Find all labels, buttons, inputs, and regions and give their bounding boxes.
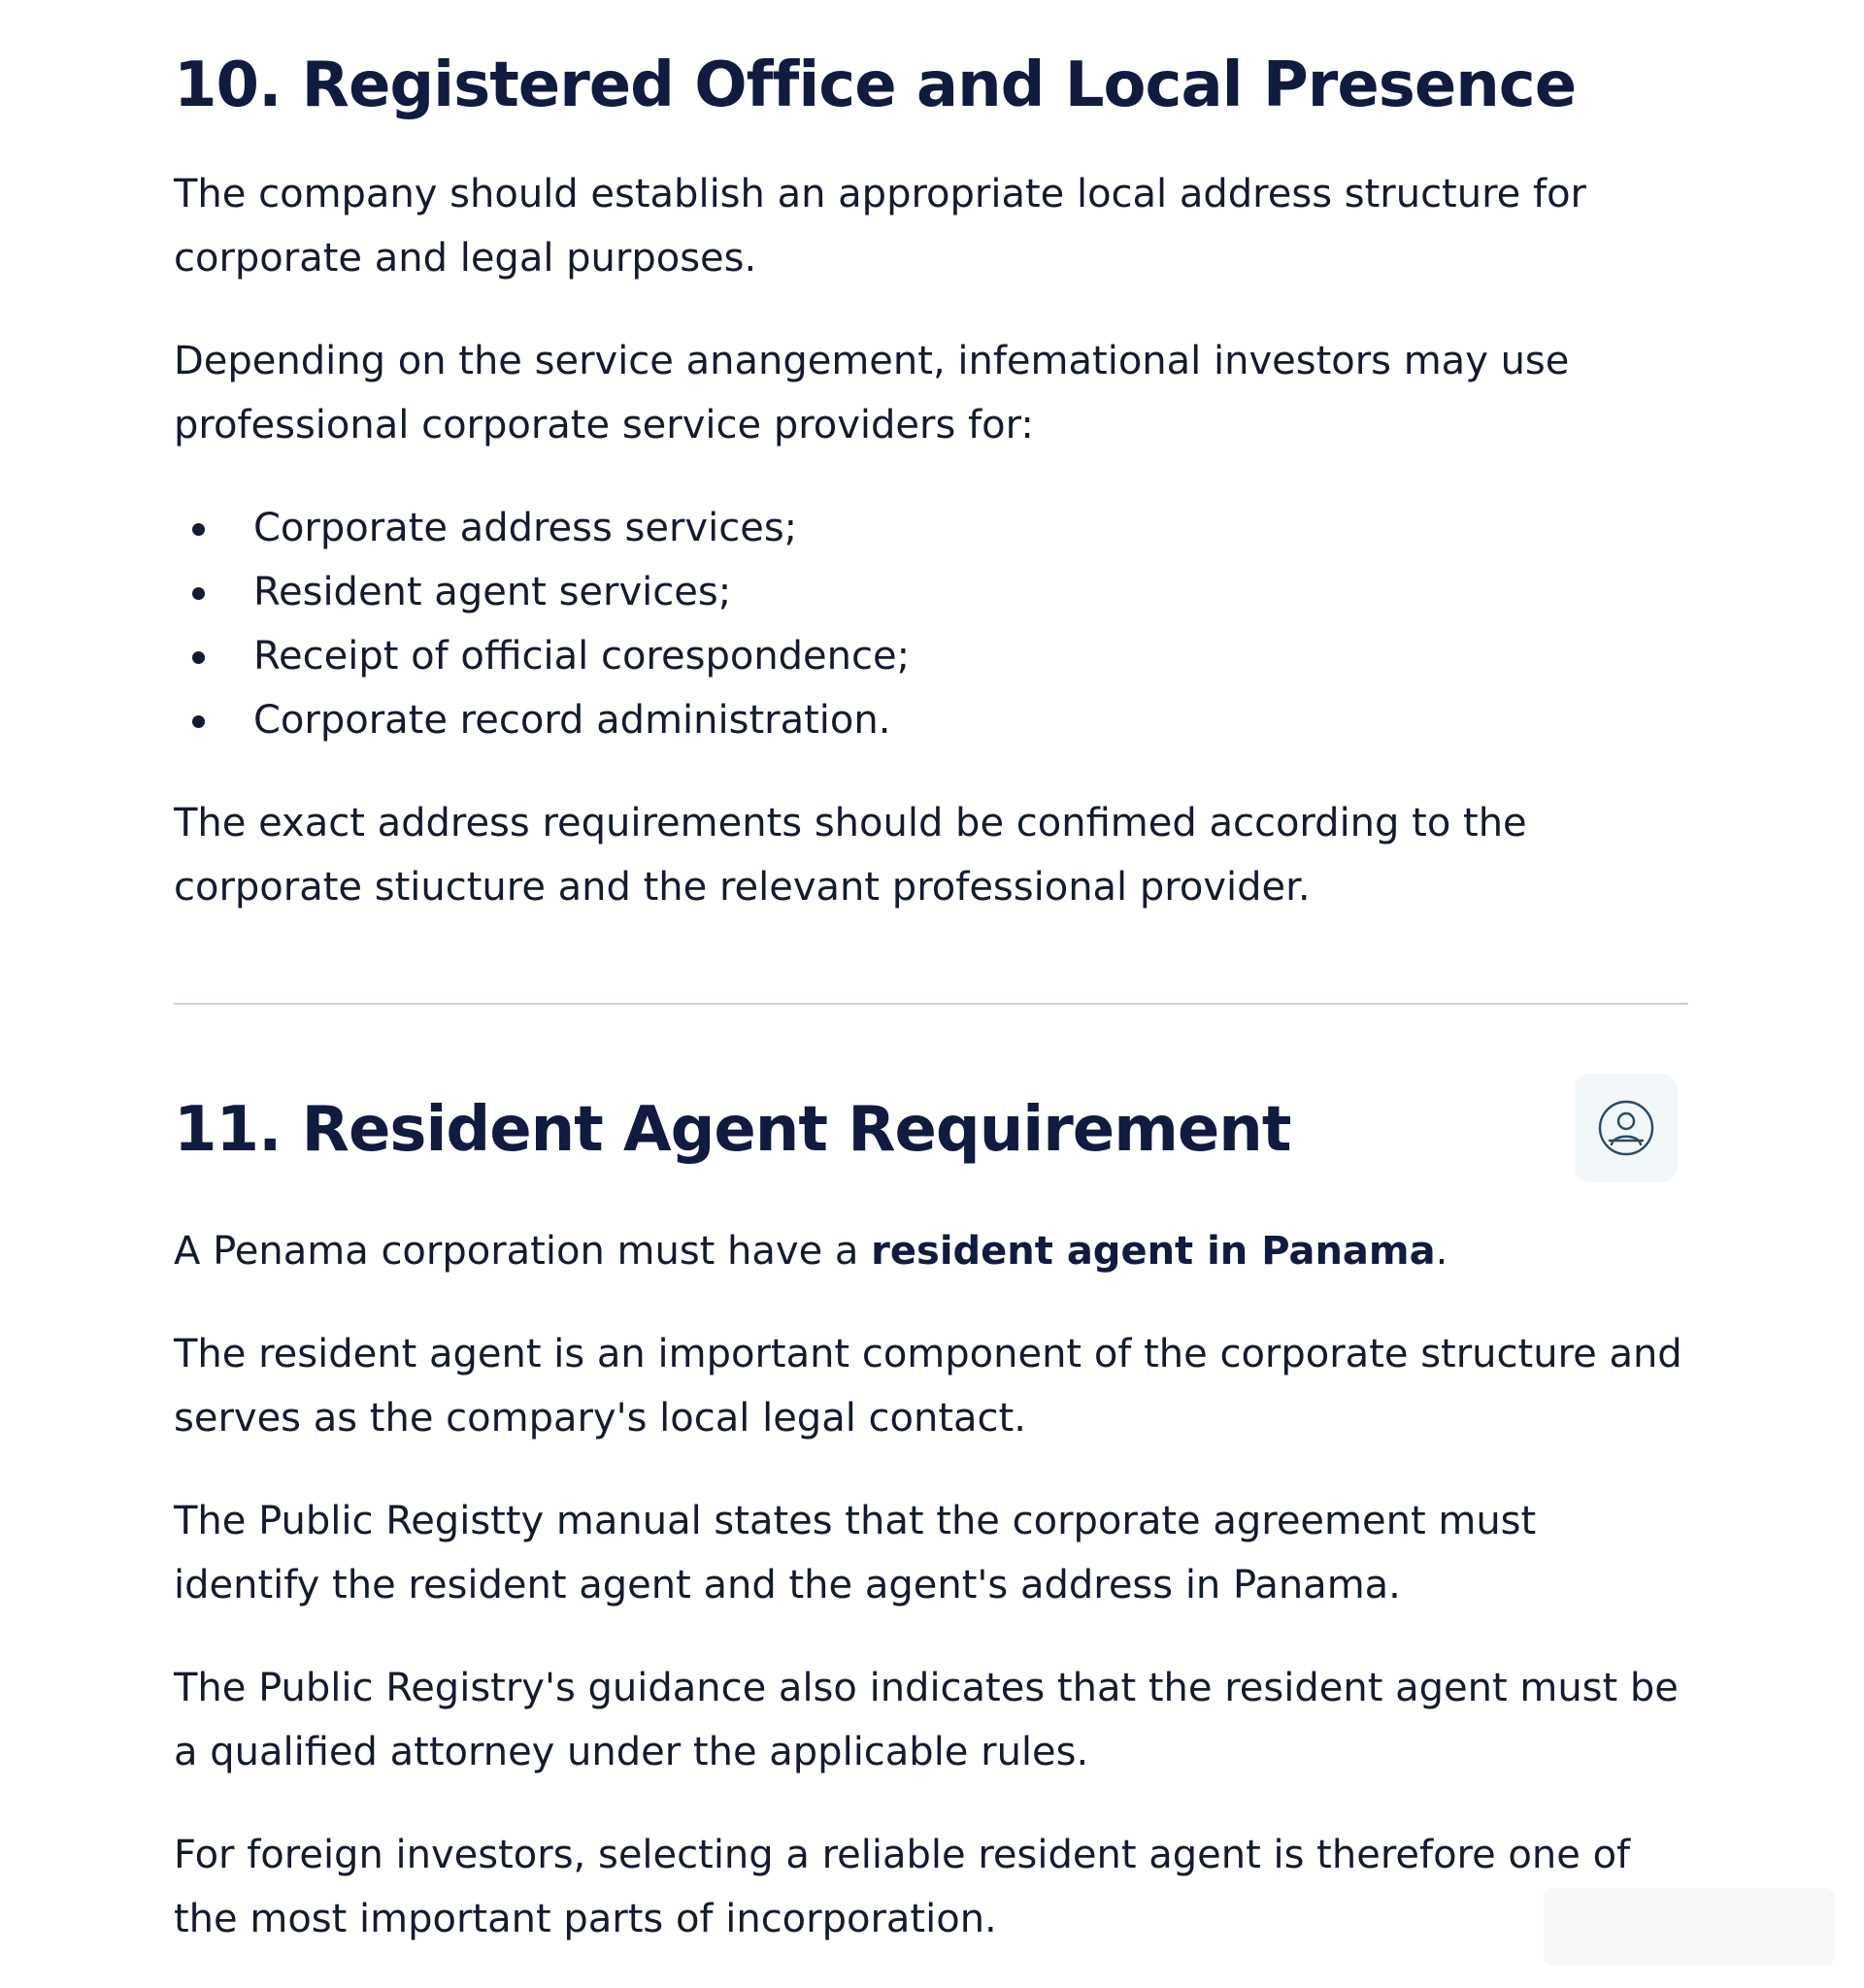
section-11-title: 11. Resident Agent Requirement <box>174 1093 1291 1166</box>
list-item <box>174 688 1688 752</box>
watermark <box>1544 1888 1835 1966</box>
resident-agent-icon <box>1595 1097 1657 1159</box>
bullet-icon <box>192 715 205 728</box>
list-item <box>174 560 1688 624</box>
section-11-paragraph-2: The resident agent is an important component of the corporate structure and serves as the compary's local legal contact. <box>174 1331 1682 1441</box>
section-11-paragraph-4: The Public Registry's guidance also indicates that the resident agent must be a qualified attorney under the applicable rules. <box>174 1665 1679 1774</box>
article-content <box>174 49 1688 1951</box>
bullet-icon <box>192 523 205 536</box>
section-10-paragraph-1: The company should establish an appropriate local address structure for corporate and legal purposes. <box>174 171 1586 281</box>
section-10-paragraph-2: Depending on the service anangement, infemational investors may use professional corporate service providers for: <box>174 338 1570 447</box>
section-resident-agent <box>174 1074 1688 1951</box>
section-10-title: 10. Registered Office and Local Presence <box>174 50 1577 121</box>
list-item <box>174 624 1688 688</box>
list-item-text: Corporate record administration. <box>253 697 891 743</box>
paragraph-1-emphasis: resident agent in Panama <box>871 1228 1436 1274</box>
section-11-paragraph-5: For foreign investors, selecting a reliable resident agent is therefore one of the most important parts of incorporation. <box>174 1832 1631 1941</box>
section-11-paragraph-3: The Public Registty manual states that the corporate agreement must identify the resident agent and the agent's address in Panama. <box>174 1498 1537 1607</box>
bullet-icon <box>192 587 205 600</box>
resident-agent-icon-badge <box>1575 1074 1678 1182</box>
section-11-header <box>174 1074 1688 1180</box>
list-item-text: Corporate address services; <box>253 505 798 550</box>
provider-services-list <box>174 496 1688 752</box>
section-divider <box>174 1003 1688 1005</box>
paragraph-1-suffix: . <box>1435 1228 1448 1274</box>
bullet-icon <box>192 651 205 664</box>
list-item-text: Receipt of official corespondence; <box>253 633 911 679</box>
section-11-paragraph-1 <box>174 1219 1688 1283</box>
paragraph-1-prefix: A Penama corporation must have a <box>174 1228 872 1274</box>
section-10-paragraph-3: The exact address requirements should be confimed according to the corporate stiucture and the relevant professional provider. <box>174 800 1527 910</box>
list-item <box>174 496 1688 560</box>
section-registered-office <box>174 49 1688 919</box>
list-item-text: Resident agent services; <box>253 569 732 614</box>
